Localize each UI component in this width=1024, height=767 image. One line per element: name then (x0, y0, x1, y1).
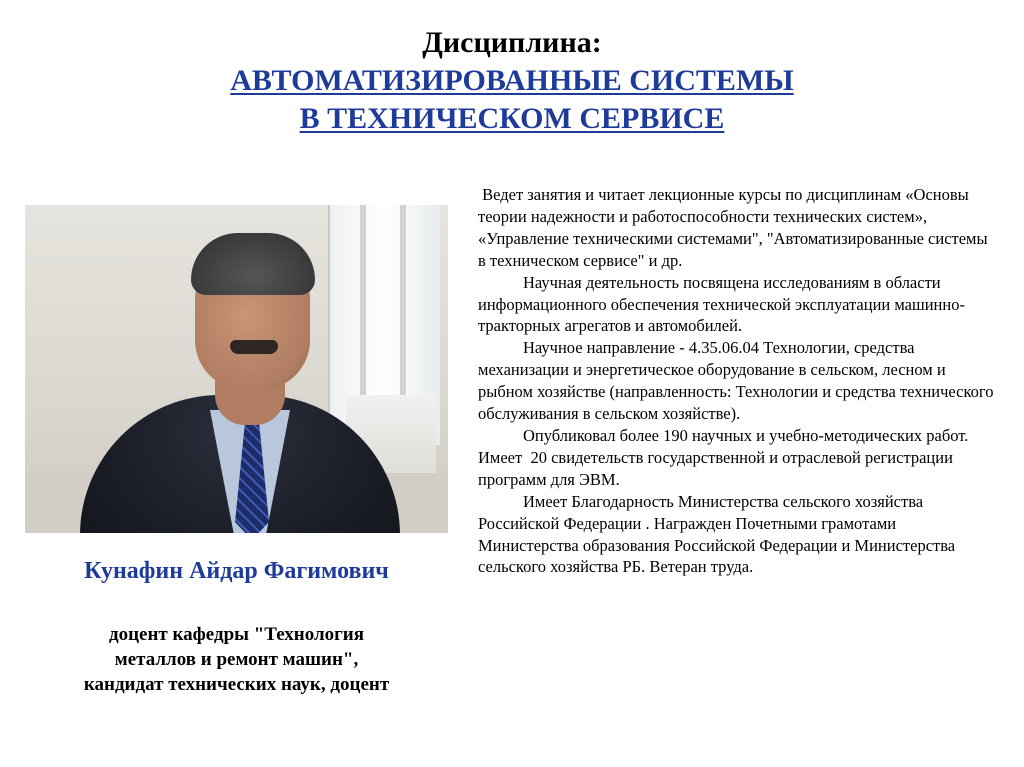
photo-mustache (230, 340, 278, 354)
discipline-name-text-1: АВТОМАТИЗИРОВАННЫЕ СИСТЕМЫ (230, 64, 794, 97)
position-line: доцент кафедры "Технология (108, 624, 365, 645)
person-position (25, 622, 448, 697)
bio-paragraph-courses: Ведет занятия и читает лекционные курсы по дисциплинам «Основы теории надежности и работоспособности технических систем», «Управление техническими системами", "Автоматизированные системы в техническом сервисе" и др. (478, 185, 992, 270)
position-line: металлов и ремонт машин", (114, 649, 359, 670)
slide-title (0, 24, 1024, 138)
bio-paragraph-awards: Имеет Благодарность Министерства сельского хозяйства Российской Федерации . Награжден Почетными грамотами Министерства образования Российской Федерации и Министерства сельского хозяйства РБ. Ветеран труда. (478, 491, 960, 577)
discipline-name-line-1 (0, 62, 1024, 100)
discipline-name-text-2: В ТЕХНИЧЕСКОМ СЕРВИСЕ (299, 102, 725, 135)
bio-paragraph-research: Научная деятельность посвящена исследованиям в области информационного обеспечения технической эксплуатации машинно-тракторных агрегатов и автомобилей. (478, 272, 965, 336)
position-line: кандидат технических наук, доцент (83, 674, 390, 695)
bio-paragraph-publications: Опубликовал более 190 научных и учебно-методических работ. Имеет 20 свидетельств государственной и отраслевой регистрации программ для ЭВМ. (478, 425, 973, 489)
photo-hair (191, 233, 315, 295)
biography-text (478, 184, 998, 578)
title-lead: Дисциплина: (422, 26, 602, 59)
person-name: Кунафин Айдар Фагимович (84, 558, 389, 584)
discipline-name-line-2 (0, 100, 1024, 138)
bio-paragraph-direction: Научное направление - 4.35.06.04 Технологии, средства механизации и энергетическое оборудование в сельском, лесном и рыбном хозяйстве (направленность: Технологии и средства технического обслуживания в сельском хозяйстве). (478, 338, 998, 424)
portrait-photo (25, 205, 448, 533)
